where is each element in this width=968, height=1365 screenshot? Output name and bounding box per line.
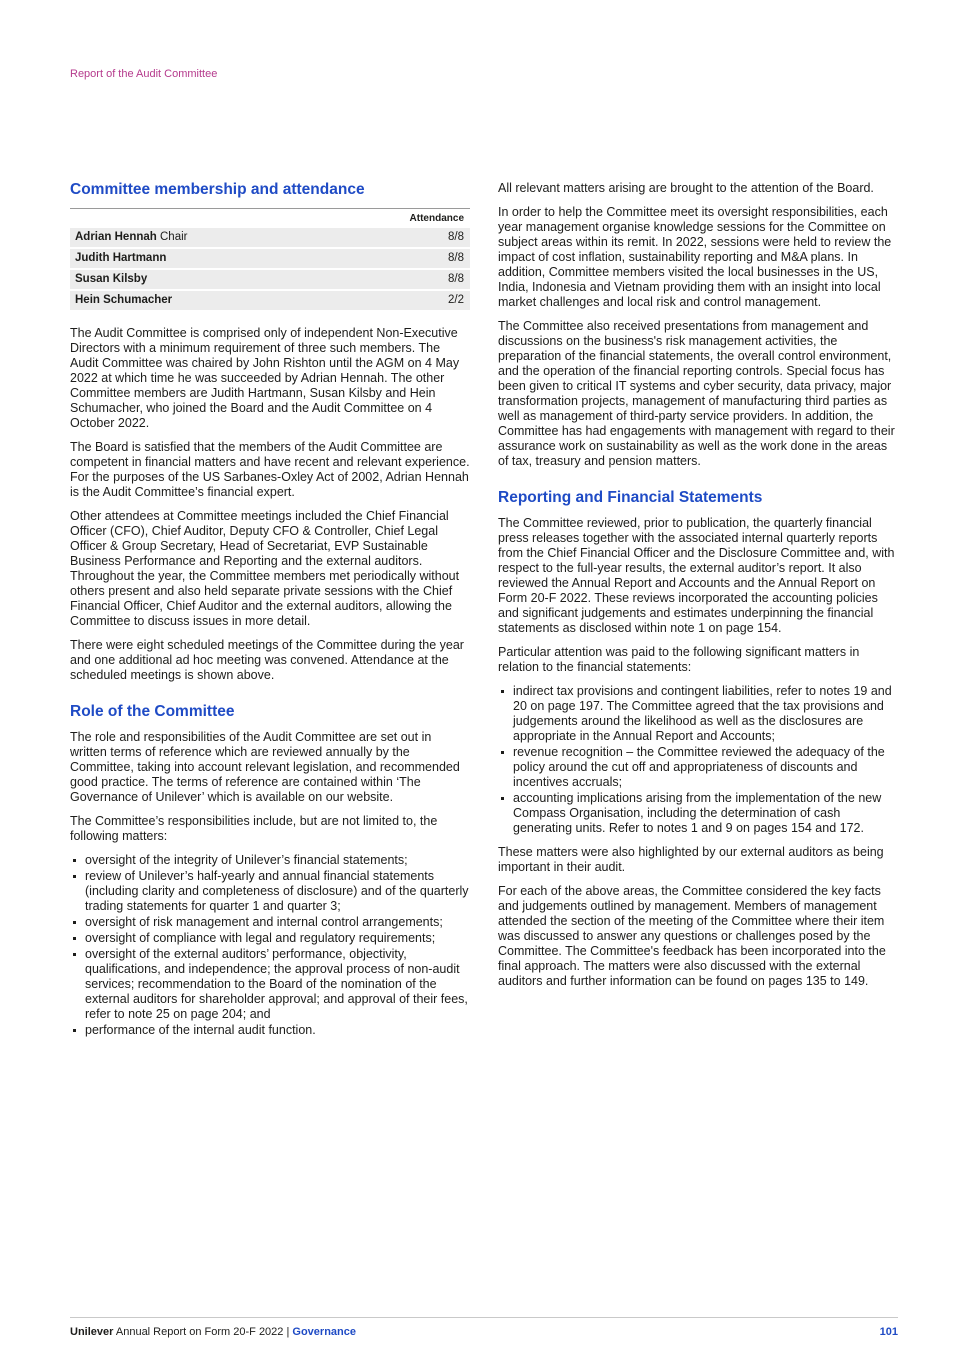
left-column bbox=[70, 181, 470, 1047]
member-name-cell bbox=[75, 294, 172, 307]
right-column bbox=[498, 181, 898, 998]
footer-separator: | bbox=[286, 1326, 290, 1338]
paragraph: The Committee reviewed, prior to publication, the quarterly financial press releases together with the associated internal quarterly reports from the Chief Financial Officer and the Disclosure Committee and, with respect to the full-year results, the external auditor’s report. It also reviewed the Annual Report and Accounts and the Annual Report on Form 20-F 2022. These reviews incorporated the accounting policies and significant judgements and estimates underpinning the financial statements as disclosed within note 1 on page 154. bbox=[498, 516, 895, 635]
table-row bbox=[70, 228, 470, 247]
paragraph: The Audit Committee is comprised only of independent Non-Executive Directors with a minimum requirement of three such members. The Audit Committee was chaired by John Rishton until the AGM on 4 May 2022 at which time he was succeeded by Adrian Hennah. The other Committee members are Judith Hartmann, Susan Kilsby and Hein Schumacher, who joined the Board and the Audit Committee on 4 October 2022. bbox=[70, 326, 460, 430]
paragraph: For each of the above areas, the Committee considered the key facts and judgements outlined by management. Members of management attended the section of the meeting of the Committee where their item was discussed to answer any questions or challenges posed by the Committee. The Committee's feedback has been incorporated into the final approach. The matters were also discussed with the external auditors and further information can be found on pages 135 to 149. bbox=[498, 884, 886, 988]
paragraph: All relevant matters arising are brought to the attention of the Board. bbox=[498, 181, 874, 195]
member-name: Adrian Hennah bbox=[75, 231, 157, 243]
section-heading-reporting: Reporting and Financial Statements bbox=[498, 489, 763, 506]
responsibilities-list bbox=[70, 853, 470, 1038]
paragraph: In order to help the Committee meet its oversight responsibilities, each year management organise knowledge sessions for the Committee on subject areas within its remit. In 2022, sessions were held to review the impact of cost inflation, sustainability reporting and M&A plans. In addition, Committee members visited the local businesses in the US, India, Indonesia and Vietnam providing them with an insight into local market challenges and local risk and control management. bbox=[498, 205, 892, 309]
attendance-value: 8/8 bbox=[448, 273, 464, 285]
member-name: Judith Hartmann bbox=[75, 252, 167, 264]
bullet-item: review of Unilever’s half-yearly and annual financial statements (including clarity and completeness of disclosure) and of the quarterly trading statements for quarter 1 and quarter 3; bbox=[70, 869, 470, 914]
footer-report-title: Annual Report on Form 20-F 2022 bbox=[115, 1326, 284, 1338]
member-role: Chair bbox=[156, 231, 188, 243]
two-column-body bbox=[70, 181, 898, 1047]
table-row bbox=[70, 249, 470, 268]
attendance-value: 8/8 bbox=[448, 252, 464, 264]
paragraph: The Committee also received presentations from management and discussions on the business's risk management activities, the preparation of the financial statements, the overall control environment, and the operation of the financial reporting controls. Special focus has been given to critical IT systems and cyber security, data privacy, major transformation projects, management of manufacturing third parties as well as management of third-party service providers. In addition, the Committee has had engagements with management with regard to their assurance work on sustainability as well as the work done in the areas of tax, treasury and pension matters. bbox=[498, 319, 895, 468]
footer-brand: Unilever bbox=[70, 1326, 114, 1338]
section-heading-role: Role of the Committee bbox=[70, 703, 235, 720]
attendance-value: 2/2 bbox=[448, 294, 464, 306]
bullet-item: performance of the internal audit function. bbox=[70, 1023, 470, 1038]
member-name-cell bbox=[75, 273, 147, 286]
attendance-table bbox=[70, 208, 470, 310]
bullet-item: oversight of the external auditors’ performance, objectivity, qualifications, and independence; the approval process of non-audit services; recommendation to the Board of the nomination of the external auditors for shareholder approval; and approval of their fees, refer to note 25 on page 204; and bbox=[70, 947, 470, 1022]
member-name: Hein Schumacher bbox=[75, 294, 173, 306]
page-number: 101 bbox=[879, 1326, 898, 1338]
bullet-item: oversight of risk management and internal control arrangements; bbox=[70, 915, 470, 930]
table-row bbox=[70, 291, 470, 310]
footer-section-label: Governance bbox=[292, 1326, 356, 1338]
significant-matters-list bbox=[498, 684, 898, 836]
bullet-item: oversight of compliance with legal and regulatory requirements; bbox=[70, 931, 470, 946]
paragraph: Other attendees at Committee meetings included the Chief Financial Officer (CFO), Chief Auditor, Deputy CFO & Controller, Chief Legal Officer & Group Secretary, Head of Secretariat, EVP Sustainable Business Performance and Reporting and the external auditors. Throughout the year, the Committee members met periodically without others present and also held separate private sessions with the Chief Financial Officer, Chief Auditor and the external auditors, allowing the Committee to discuss issues in more detail. bbox=[70, 509, 460, 628]
footer bbox=[70, 1317, 898, 1339]
running-header: Report of the Audit Committee bbox=[70, 68, 218, 80]
member-name: Susan Kilsby bbox=[75, 273, 148, 285]
bullet-item: revenue recognition – the Committee reviewed the adequacy of the policy around the cut off and appropriateness of discounts and incentives accruals; bbox=[498, 745, 898, 790]
bullet-item: accounting implications arising from the implementation of the new Compass Organisation, including the determination of cash generating units. Refer to notes 1 and 9 on pages 154 and 172. bbox=[498, 791, 898, 836]
footer-left bbox=[70, 1326, 356, 1339]
member-name-cell bbox=[75, 231, 187, 244]
paragraph: There were eight scheduled meetings of the Committee during the year and one additional ad hoc meeting was convened. Attendance at the scheduled meetings is shown above. bbox=[70, 638, 464, 682]
bullet-item: indirect tax provisions and contingent liabilities, refer to notes 19 and 20 on page 197. The Committee agreed that the tax provisions and judgements around the likelihood as well as the disclosures are appropriate in the Annual Report and Accounts; bbox=[498, 684, 898, 744]
paragraph: These matters were also highlighted by our external auditors as being important in their audit. bbox=[498, 845, 884, 874]
section-heading-membership: Committee membership and attendance bbox=[70, 181, 365, 198]
attendance-column-header: Attendance bbox=[409, 213, 464, 224]
paragraph: The role and responsibilities of the Audit Committee are set out in written terms of reference which are reviewed annually by the Committee, taking into account relevant legislation, and recommended good practice. The terms of reference are contained within ‘The Governance of Unilever’ which is available on our website. bbox=[70, 730, 460, 804]
attendance-value: 8/8 bbox=[448, 231, 464, 243]
table-row bbox=[70, 270, 470, 289]
paragraph: Particular attention was paid to the following significant matters in relation to the financial statements: bbox=[498, 645, 860, 674]
paragraph: The Board is satisfied that the members of the Audit Committee are competent in financial matters and have recent and relevant experience. For the purposes of the US Sarbanes-Oxley Act of 2002, Adrian Hennah is the Audit Committee’s financial expert. bbox=[70, 440, 470, 499]
paragraph: The Committee’s responsibilities include, but are not limited to, the following matters: bbox=[70, 814, 438, 843]
bullet-item: oversight of the integrity of Unilever’s financial statements; bbox=[70, 853, 470, 868]
member-name-cell bbox=[75, 252, 166, 265]
